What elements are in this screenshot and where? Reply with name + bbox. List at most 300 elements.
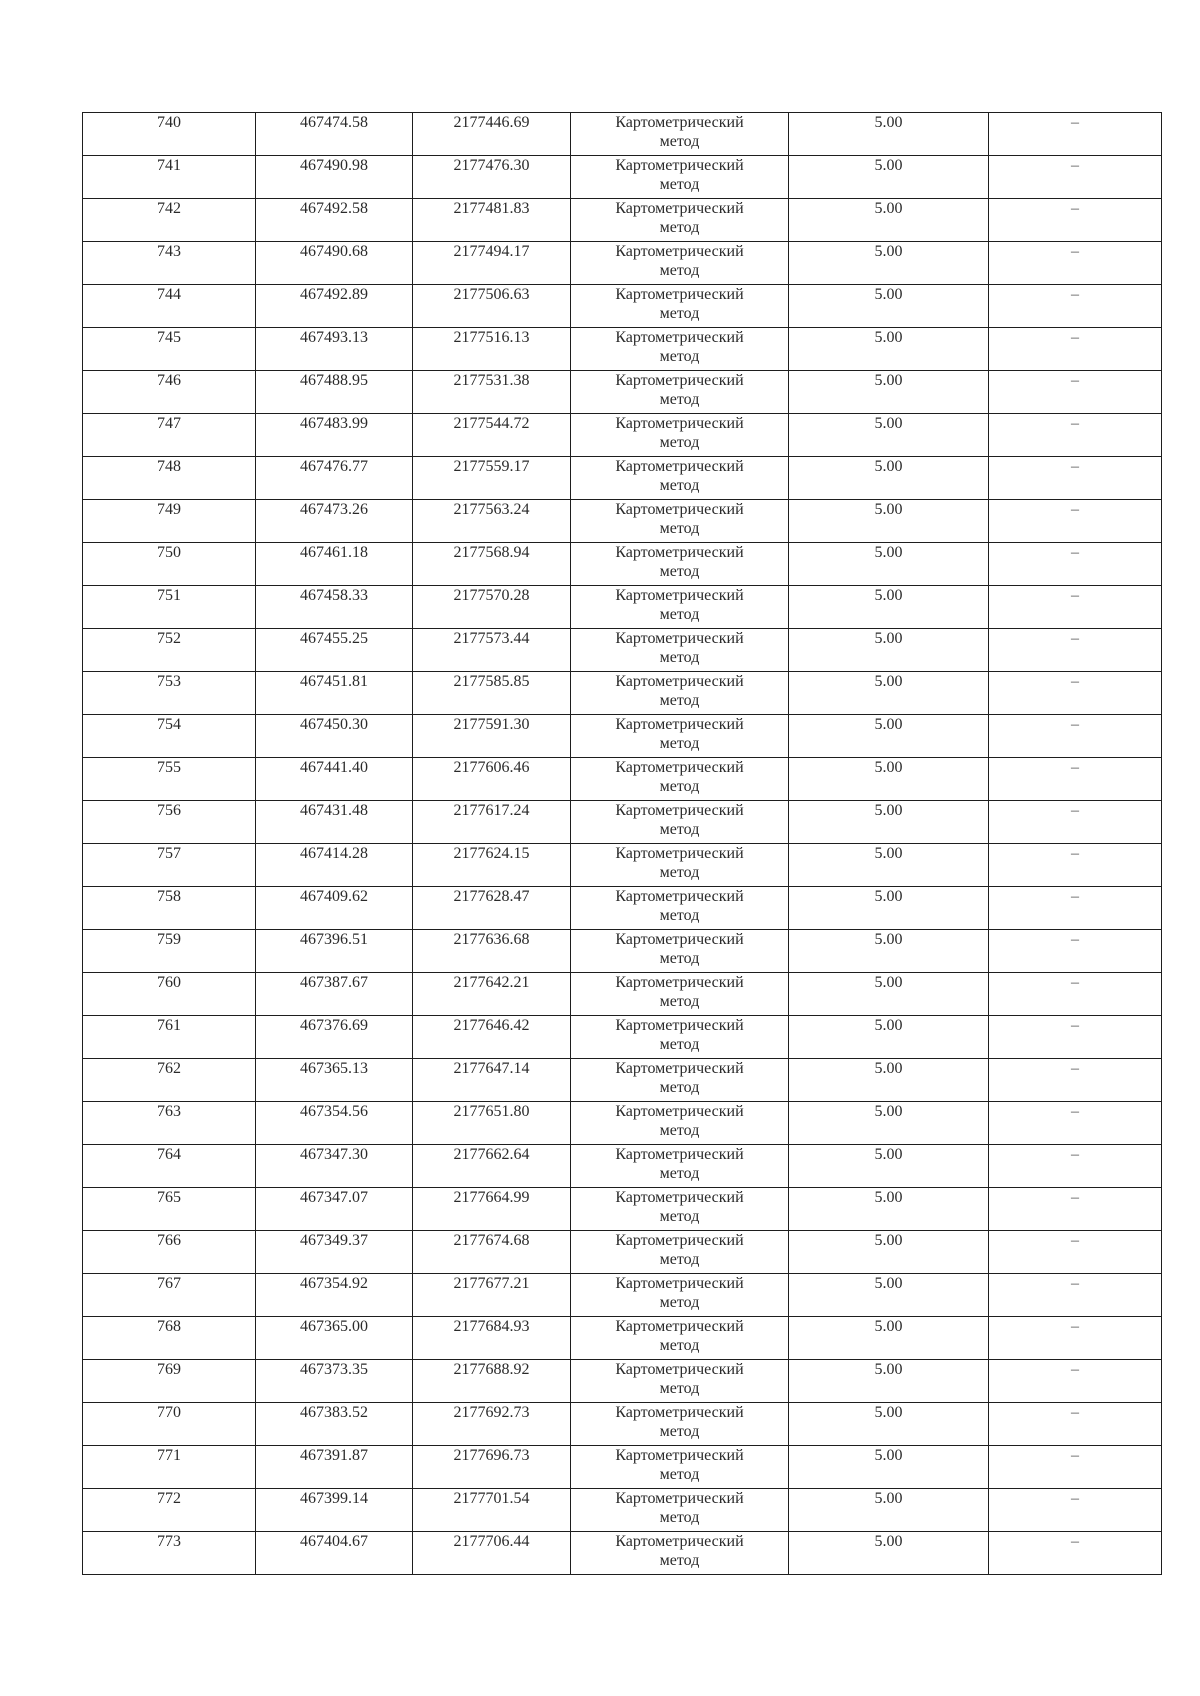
method-cell — [571, 328, 789, 371]
method-line-2: метод — [659, 520, 700, 537]
method-cell — [571, 414, 789, 457]
y-coordinate-cell: 2177701.54 — [413, 1489, 571, 1532]
method-line-2: метод — [659, 305, 700, 322]
x-coordinate-cell: 467492.58 — [256, 199, 413, 242]
method-cell — [571, 1274, 789, 1317]
description-cell: – — [989, 156, 1162, 199]
accuracy-cell: 5.00 — [789, 1102, 989, 1145]
table-row — [83, 1059, 1162, 1102]
method-line-1: Картометрический — [615, 587, 744, 604]
description-cell: – — [989, 844, 1162, 887]
x-coordinate-cell: 467451.81 — [256, 672, 413, 715]
method-cell — [571, 1532, 789, 1575]
method-line-2: метод — [659, 391, 700, 408]
table-row — [83, 629, 1162, 672]
x-coordinate-cell: 467373.35 — [256, 1360, 413, 1403]
method-line-1: Картометрический — [615, 802, 744, 819]
method-line-2: метод — [659, 649, 700, 666]
x-coordinate-cell: 467349.37 — [256, 1231, 413, 1274]
table-row — [83, 1274, 1162, 1317]
x-coordinate-cell: 467414.28 — [256, 844, 413, 887]
method-line-1: Картометрический — [615, 1275, 744, 1292]
accuracy-cell: 5.00 — [789, 930, 989, 973]
accuracy-cell: 5.00 — [789, 500, 989, 543]
method-line-2: метод — [659, 692, 700, 709]
description-cell: – — [989, 586, 1162, 629]
point-number-cell: 745 — [83, 328, 256, 371]
accuracy-cell: 5.00 — [789, 113, 989, 156]
method-line-1: Картометрический — [615, 200, 744, 217]
method-line-1: Картометрический — [615, 931, 744, 948]
method-line-1: Картометрический — [615, 1447, 744, 1464]
method-cell — [571, 285, 789, 328]
method-cell — [571, 1016, 789, 1059]
table-row — [83, 930, 1162, 973]
method-line-1: Картометрический — [615, 1017, 744, 1034]
method-cell — [571, 758, 789, 801]
description-cell: – — [989, 1317, 1162, 1360]
method-line-1: Картометрический — [615, 1490, 744, 1507]
accuracy-cell: 5.00 — [789, 1360, 989, 1403]
table-row — [83, 414, 1162, 457]
y-coordinate-cell: 2177516.13 — [413, 328, 571, 371]
x-coordinate-cell: 467493.13 — [256, 328, 413, 371]
table-row — [83, 973, 1162, 1016]
y-coordinate-cell: 2177696.73 — [413, 1446, 571, 1489]
method-line-2: метод — [659, 1251, 700, 1268]
method-line-2: метод — [659, 993, 700, 1010]
point-number-cell: 760 — [83, 973, 256, 1016]
method-line-2: метод — [659, 606, 700, 623]
method-cell — [571, 672, 789, 715]
method-cell — [571, 930, 789, 973]
method-cell — [571, 1145, 789, 1188]
method-line-1: Картометрический — [615, 1318, 744, 1335]
point-number-cell: 762 — [83, 1059, 256, 1102]
point-number-cell: 771 — [83, 1446, 256, 1489]
point-number-cell: 748 — [83, 457, 256, 500]
method-line-1: Картометрический — [615, 1404, 744, 1421]
method-line-2: метод — [659, 477, 700, 494]
method-line-2: метод — [659, 778, 700, 795]
x-coordinate-cell: 467347.30 — [256, 1145, 413, 1188]
description-cell: – — [989, 1016, 1162, 1059]
accuracy-cell: 5.00 — [789, 1274, 989, 1317]
description-cell: – — [989, 543, 1162, 586]
point-number-cell: 751 — [83, 586, 256, 629]
method-cell — [571, 715, 789, 758]
description-cell: – — [989, 1446, 1162, 1489]
table-row — [83, 586, 1162, 629]
accuracy-cell: 5.00 — [789, 1446, 989, 1489]
x-coordinate-cell: 467365.00 — [256, 1317, 413, 1360]
description-cell: – — [989, 1231, 1162, 1274]
y-coordinate-cell: 2177531.38 — [413, 371, 571, 414]
accuracy-cell: 5.00 — [789, 801, 989, 844]
y-coordinate-cell: 2177688.92 — [413, 1360, 571, 1403]
y-coordinate-cell: 2177642.21 — [413, 973, 571, 1016]
method-line-2: метод — [659, 1552, 700, 1569]
table-row — [83, 1145, 1162, 1188]
method-cell — [571, 543, 789, 586]
accuracy-cell: 5.00 — [789, 1016, 989, 1059]
point-number-cell: 742 — [83, 199, 256, 242]
table-row — [83, 1446, 1162, 1489]
method-line-2: метод — [659, 1079, 700, 1096]
method-line-1: Картометрический — [615, 1146, 744, 1163]
table-row — [83, 457, 1162, 500]
table-row — [83, 1188, 1162, 1231]
method-line-2: метод — [659, 1122, 700, 1139]
x-coordinate-cell: 467404.67 — [256, 1532, 413, 1575]
point-number-cell: 740 — [83, 113, 256, 156]
point-number-cell: 758 — [83, 887, 256, 930]
method-line-2: метод — [659, 434, 700, 451]
point-number-cell: 773 — [83, 1532, 256, 1575]
y-coordinate-cell: 2177677.21 — [413, 1274, 571, 1317]
method-cell — [571, 1102, 789, 1145]
x-coordinate-cell: 467455.25 — [256, 629, 413, 672]
y-coordinate-cell: 2177506.63 — [413, 285, 571, 328]
description-cell: – — [989, 1059, 1162, 1102]
description-cell: – — [989, 199, 1162, 242]
accuracy-cell: 5.00 — [789, 715, 989, 758]
x-coordinate-cell: 467474.58 — [256, 113, 413, 156]
table-row — [83, 1102, 1162, 1145]
y-coordinate-cell: 2177628.47 — [413, 887, 571, 930]
table-row — [83, 1317, 1162, 1360]
point-number-cell: 753 — [83, 672, 256, 715]
point-number-cell: 743 — [83, 242, 256, 285]
y-coordinate-cell: 2177706.44 — [413, 1532, 571, 1575]
point-number-cell: 764 — [83, 1145, 256, 1188]
method-line-2: метод — [659, 1380, 700, 1397]
description-cell: – — [989, 242, 1162, 285]
table-row — [83, 156, 1162, 199]
method-line-1: Картометрический — [615, 286, 744, 303]
method-line-2: метод — [659, 1036, 700, 1053]
table-row — [83, 1231, 1162, 1274]
point-number-cell: 767 — [83, 1274, 256, 1317]
description-cell: – — [989, 715, 1162, 758]
table-row — [83, 1360, 1162, 1403]
accuracy-cell: 5.00 — [789, 672, 989, 715]
accuracy-cell: 5.00 — [789, 1403, 989, 1446]
x-coordinate-cell: 467476.77 — [256, 457, 413, 500]
accuracy-cell: 5.00 — [789, 1231, 989, 1274]
y-coordinate-cell: 2177651.80 — [413, 1102, 571, 1145]
method-line-1: Картометрический — [615, 157, 744, 174]
table-row — [83, 1489, 1162, 1532]
method-line-1: Картометрический — [615, 1361, 744, 1378]
method-line-2: метод — [659, 907, 700, 924]
table-row — [83, 285, 1162, 328]
y-coordinate-cell: 2177647.14 — [413, 1059, 571, 1102]
method-cell — [571, 199, 789, 242]
description-cell: – — [989, 1360, 1162, 1403]
point-number-cell: 770 — [83, 1403, 256, 1446]
y-coordinate-cell: 2177662.64 — [413, 1145, 571, 1188]
method-line-2: метод — [659, 821, 700, 838]
description-cell: – — [989, 758, 1162, 801]
point-number-cell: 768 — [83, 1317, 256, 1360]
method-cell — [571, 1360, 789, 1403]
method-line-1: Картометрический — [615, 845, 744, 862]
method-cell — [571, 1317, 789, 1360]
x-coordinate-cell: 467461.18 — [256, 543, 413, 586]
description-cell: – — [989, 1532, 1162, 1575]
table-row — [83, 715, 1162, 758]
method-line-1: Картометрический — [615, 1060, 744, 1077]
method-cell — [571, 371, 789, 414]
accuracy-cell: 5.00 — [789, 1489, 989, 1532]
y-coordinate-cell: 2177664.99 — [413, 1188, 571, 1231]
method-cell — [571, 1059, 789, 1102]
x-coordinate-cell: 467354.92 — [256, 1274, 413, 1317]
description-cell: – — [989, 285, 1162, 328]
method-line-1: Картометрический — [615, 243, 744, 260]
method-line-2: метод — [659, 219, 700, 236]
method-cell — [571, 801, 789, 844]
description-cell: – — [989, 371, 1162, 414]
table-row — [83, 543, 1162, 586]
accuracy-cell: 5.00 — [789, 973, 989, 1016]
description-cell: – — [989, 457, 1162, 500]
accuracy-cell: 5.00 — [789, 1317, 989, 1360]
description-cell: – — [989, 1489, 1162, 1532]
method-line-2: метод — [659, 1466, 700, 1483]
y-coordinate-cell: 2177692.73 — [413, 1403, 571, 1446]
method-line-2: метод — [659, 735, 700, 752]
method-cell — [571, 1489, 789, 1532]
x-coordinate-cell: 467450.30 — [256, 715, 413, 758]
accuracy-cell: 5.00 — [789, 887, 989, 930]
method-cell — [571, 1403, 789, 1446]
accuracy-cell: 5.00 — [789, 543, 989, 586]
method-line-1: Картометрический — [615, 759, 744, 776]
method-line-2: метод — [659, 1423, 700, 1440]
table-row — [83, 801, 1162, 844]
y-coordinate-cell: 2177684.93 — [413, 1317, 571, 1360]
method-cell — [571, 629, 789, 672]
description-cell: – — [989, 500, 1162, 543]
accuracy-cell: 5.00 — [789, 1145, 989, 1188]
table-row — [83, 113, 1162, 156]
accuracy-cell: 5.00 — [789, 758, 989, 801]
description-cell: – — [989, 1145, 1162, 1188]
table-row — [83, 1016, 1162, 1059]
point-number-cell: 772 — [83, 1489, 256, 1532]
y-coordinate-cell: 2177624.15 — [413, 844, 571, 887]
table-row — [83, 1532, 1162, 1575]
method-line-2: метод — [659, 1294, 700, 1311]
method-line-2: метод — [659, 1337, 700, 1354]
x-coordinate-cell: 467409.62 — [256, 887, 413, 930]
y-coordinate-cell: 2177646.42 — [413, 1016, 571, 1059]
method-line-2: метод — [659, 1165, 700, 1182]
coordinates-table — [82, 112, 1162, 1575]
x-coordinate-cell: 467441.40 — [256, 758, 413, 801]
description-cell: – — [989, 973, 1162, 1016]
x-coordinate-cell: 467387.67 — [256, 973, 413, 1016]
x-coordinate-cell: 467354.56 — [256, 1102, 413, 1145]
method-line-1: Картометрический — [615, 1533, 744, 1550]
method-line-1: Картометрический — [615, 458, 744, 475]
method-line-1: Картометрический — [615, 1103, 744, 1120]
x-coordinate-cell: 467431.48 — [256, 801, 413, 844]
x-coordinate-cell: 467365.13 — [256, 1059, 413, 1102]
y-coordinate-cell: 2177568.94 — [413, 543, 571, 586]
coordinates-table-body — [83, 113, 1162, 1575]
description-cell: – — [989, 801, 1162, 844]
x-coordinate-cell: 467490.68 — [256, 242, 413, 285]
y-coordinate-cell: 2177481.83 — [413, 199, 571, 242]
point-number-cell: 752 — [83, 629, 256, 672]
method-line-1: Картометрический — [615, 114, 744, 131]
description-cell: – — [989, 414, 1162, 457]
method-line-2: метод — [659, 133, 700, 150]
x-coordinate-cell: 467376.69 — [256, 1016, 413, 1059]
y-coordinate-cell: 2177606.46 — [413, 758, 571, 801]
method-cell — [571, 1446, 789, 1489]
table-row — [83, 844, 1162, 887]
y-coordinate-cell: 2177446.69 — [413, 113, 571, 156]
x-coordinate-cell: 467473.26 — [256, 500, 413, 543]
method-line-1: Картометрический — [615, 673, 744, 690]
x-coordinate-cell: 467391.87 — [256, 1446, 413, 1489]
method-line-1: Картометрический — [615, 1232, 744, 1249]
description-cell: – — [989, 1188, 1162, 1231]
table-row — [83, 887, 1162, 930]
point-number-cell: 750 — [83, 543, 256, 586]
x-coordinate-cell: 467396.51 — [256, 930, 413, 973]
table-row — [83, 242, 1162, 285]
method-cell — [571, 973, 789, 1016]
accuracy-cell: 5.00 — [789, 371, 989, 414]
description-cell: – — [989, 930, 1162, 973]
x-coordinate-cell: 467399.14 — [256, 1489, 413, 1532]
point-number-cell: 765 — [83, 1188, 256, 1231]
description-cell: – — [989, 1403, 1162, 1446]
accuracy-cell: 5.00 — [789, 414, 989, 457]
method-line-1: Картометрический — [615, 716, 744, 733]
description-cell: – — [989, 1274, 1162, 1317]
description-cell: – — [989, 887, 1162, 930]
accuracy-cell: 5.00 — [789, 1059, 989, 1102]
x-coordinate-cell: 467383.52 — [256, 1403, 413, 1446]
accuracy-cell: 5.00 — [789, 285, 989, 328]
method-line-2: метод — [659, 348, 700, 365]
method-line-2: метод — [659, 1509, 700, 1526]
point-number-cell: 754 — [83, 715, 256, 758]
accuracy-cell: 5.00 — [789, 199, 989, 242]
point-number-cell: 749 — [83, 500, 256, 543]
y-coordinate-cell: 2177570.28 — [413, 586, 571, 629]
method-line-1: Картометрический — [615, 415, 744, 432]
table-row — [83, 672, 1162, 715]
method-cell — [571, 586, 789, 629]
description-cell: – — [989, 1102, 1162, 1145]
accuracy-cell: 5.00 — [789, 1532, 989, 1575]
y-coordinate-cell: 2177636.68 — [413, 930, 571, 973]
method-cell — [571, 1188, 789, 1231]
y-coordinate-cell: 2177573.44 — [413, 629, 571, 672]
accuracy-cell: 5.00 — [789, 242, 989, 285]
y-coordinate-cell: 2177585.85 — [413, 672, 571, 715]
x-coordinate-cell: 467488.95 — [256, 371, 413, 414]
x-coordinate-cell: 467490.98 — [256, 156, 413, 199]
description-cell: – — [989, 113, 1162, 156]
method-line-2: метод — [659, 262, 700, 279]
description-cell: – — [989, 629, 1162, 672]
method-cell — [571, 887, 789, 930]
point-number-cell: 744 — [83, 285, 256, 328]
accuracy-cell: 5.00 — [789, 457, 989, 500]
x-coordinate-cell: 467492.89 — [256, 285, 413, 328]
y-coordinate-cell: 2177476.30 — [413, 156, 571, 199]
point-number-cell: 759 — [83, 930, 256, 973]
point-number-cell: 769 — [83, 1360, 256, 1403]
accuracy-cell: 5.00 — [789, 328, 989, 371]
method-cell — [571, 156, 789, 199]
method-line-1: Картометрический — [615, 630, 744, 647]
description-cell: – — [989, 672, 1162, 715]
point-number-cell: 741 — [83, 156, 256, 199]
table-row — [83, 758, 1162, 801]
method-cell — [571, 113, 789, 156]
table-row — [83, 199, 1162, 242]
method-cell — [571, 1231, 789, 1274]
method-line-1: Картометрический — [615, 329, 744, 346]
method-line-1: Картометрический — [615, 974, 744, 991]
table-row — [83, 328, 1162, 371]
accuracy-cell: 5.00 — [789, 156, 989, 199]
method-cell — [571, 457, 789, 500]
method-cell — [571, 844, 789, 887]
y-coordinate-cell: 2177674.68 — [413, 1231, 571, 1274]
x-coordinate-cell: 467458.33 — [256, 586, 413, 629]
method-line-1: Картометрический — [615, 372, 744, 389]
x-coordinate-cell: 467483.99 — [256, 414, 413, 457]
method-line-1: Картометрический — [615, 1189, 744, 1206]
table-row — [83, 371, 1162, 414]
method-line-2: метод — [659, 950, 700, 967]
y-coordinate-cell: 2177591.30 — [413, 715, 571, 758]
accuracy-cell: 5.00 — [789, 629, 989, 672]
method-cell — [571, 242, 789, 285]
point-number-cell: 746 — [83, 371, 256, 414]
point-number-cell: 757 — [83, 844, 256, 887]
point-number-cell: 761 — [83, 1016, 256, 1059]
point-number-cell: 766 — [83, 1231, 256, 1274]
description-cell: – — [989, 328, 1162, 371]
method-line-1: Картометрический — [615, 501, 744, 518]
accuracy-cell: 5.00 — [789, 1188, 989, 1231]
method-line-2: метод — [659, 563, 700, 580]
point-number-cell: 756 — [83, 801, 256, 844]
method-line-1: Картометрический — [615, 888, 744, 905]
method-line-2: метод — [659, 864, 700, 881]
table-row — [83, 500, 1162, 543]
x-coordinate-cell: 467347.07 — [256, 1188, 413, 1231]
y-coordinate-cell: 2177563.24 — [413, 500, 571, 543]
accuracy-cell: 5.00 — [789, 586, 989, 629]
point-number-cell: 755 — [83, 758, 256, 801]
accuracy-cell: 5.00 — [789, 844, 989, 887]
y-coordinate-cell: 2177544.72 — [413, 414, 571, 457]
y-coordinate-cell: 2177494.17 — [413, 242, 571, 285]
y-coordinate-cell: 2177559.17 — [413, 457, 571, 500]
